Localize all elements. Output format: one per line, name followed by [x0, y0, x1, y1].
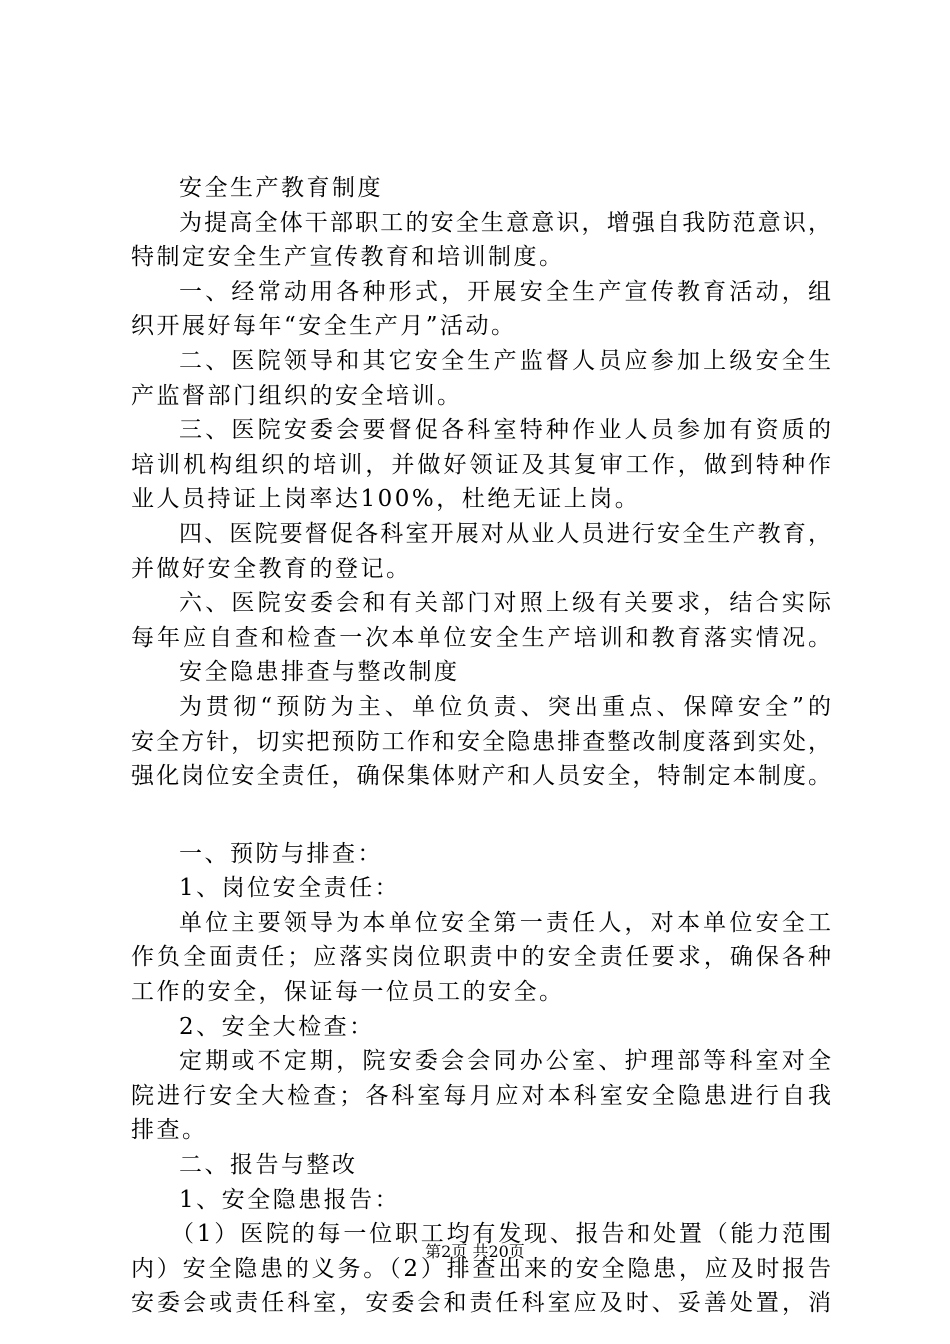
paragraph-line: 特制定安全生产宣传教育和培训制度。	[131, 244, 565, 271]
paragraph-line: 为贯彻“预防为主、单位负责、突出重点、保障安全”的	[179, 693, 831, 720]
paragraph-line: 为提高全体干部职工的安全生意意识，增强自我防范意识，	[179, 209, 831, 236]
paragraph-line: 作负全面责任；应落实岗位职责中的安全责任要求，确保各种	[131, 944, 831, 971]
paragraph-line: 单位主要领导为本单位安全第一责任人，对本单位安全工	[179, 909, 831, 936]
section-heading: 一、预防与排查：	[179, 840, 383, 867]
paragraph-line: 培训机构组织的培训，并做好领证及其复审工作，做到特种作	[131, 451, 831, 478]
paragraph-line: 并做好安全教育的登记。	[131, 555, 412, 582]
paragraph-line: 三、医院安委会要督促各科室特种作业人员参加有资质的	[179, 417, 831, 444]
paragraph-line: 安全方针，切实把预防工作和安全隐患排查整改制度落到实处，	[131, 728, 831, 755]
paragraph-line: 强化岗位安全责任，确保集体财产和人员安全，特制定本制度。	[131, 763, 831, 790]
paragraph-line: 二、医院领导和其它安全生产监督人员应参加上级安全生	[179, 347, 831, 374]
subsection-heading: 2、安全大检查：	[179, 1013, 375, 1040]
paragraph-line: 每年应自查和检查一次本单位安全生产培训和教育落实情况。	[131, 624, 831, 651]
paragraph-line: 六、医院安委会和有关部门对照上级有关要求，结合实际	[179, 590, 831, 617]
paragraph-line: 定期或不定期，院安委会会同办公室、护理部等科室对全	[179, 1048, 831, 1075]
paragraph-line: 业人员持证上岗率达100%，杜绝无证上岗。	[131, 486, 641, 513]
section-title: 安全隐患排查与整改制度	[179, 659, 460, 686]
section-heading: 二、报告与整改	[179, 1152, 358, 1179]
paragraph-line: 排查。	[131, 1117, 208, 1144]
paragraph-line: 织开展好每年“安全生产月”活动。	[131, 313, 517, 340]
paragraph-line: 一、经常动用各种形式，开展安全生产宣传教育活动，组	[179, 278, 831, 305]
paragraph-line: 安委会或责任科室，安委会和责任科室应及时、妥善处置，消	[131, 1290, 831, 1317]
paragraph-line: 院进行安全大检查；各科室每月应对本科室安全隐患进行自我	[131, 1082, 831, 1109]
section-title: 安全生产教育制度	[179, 175, 383, 201]
paragraph-line: 内）安全隐患的义务。（2）排查出来的安全隐患，应及时报告	[131, 1255, 831, 1282]
paragraph-line: （1）医院的每一位职工均有发现、报告和处置（能力范围	[171, 1221, 831, 1248]
paragraph-gap	[131, 794, 831, 837]
paragraph-line: 工作的安全，保证每一位员工的安全。	[131, 979, 565, 1006]
subsection-heading: 1、安全隐患报告：	[179, 1186, 401, 1213]
subsection-heading: 1、岗位安全责任：	[179, 875, 401, 902]
paragraph-line: 产监督部门组织的安全培训。	[131, 382, 463, 409]
paragraph-line: 四、医院要督促各科室开展对从业人员进行安全生产教育，	[179, 520, 831, 547]
document-body	[131, 171, 831, 1321]
page-number: 第2页 共20页	[425, 1242, 525, 1261]
